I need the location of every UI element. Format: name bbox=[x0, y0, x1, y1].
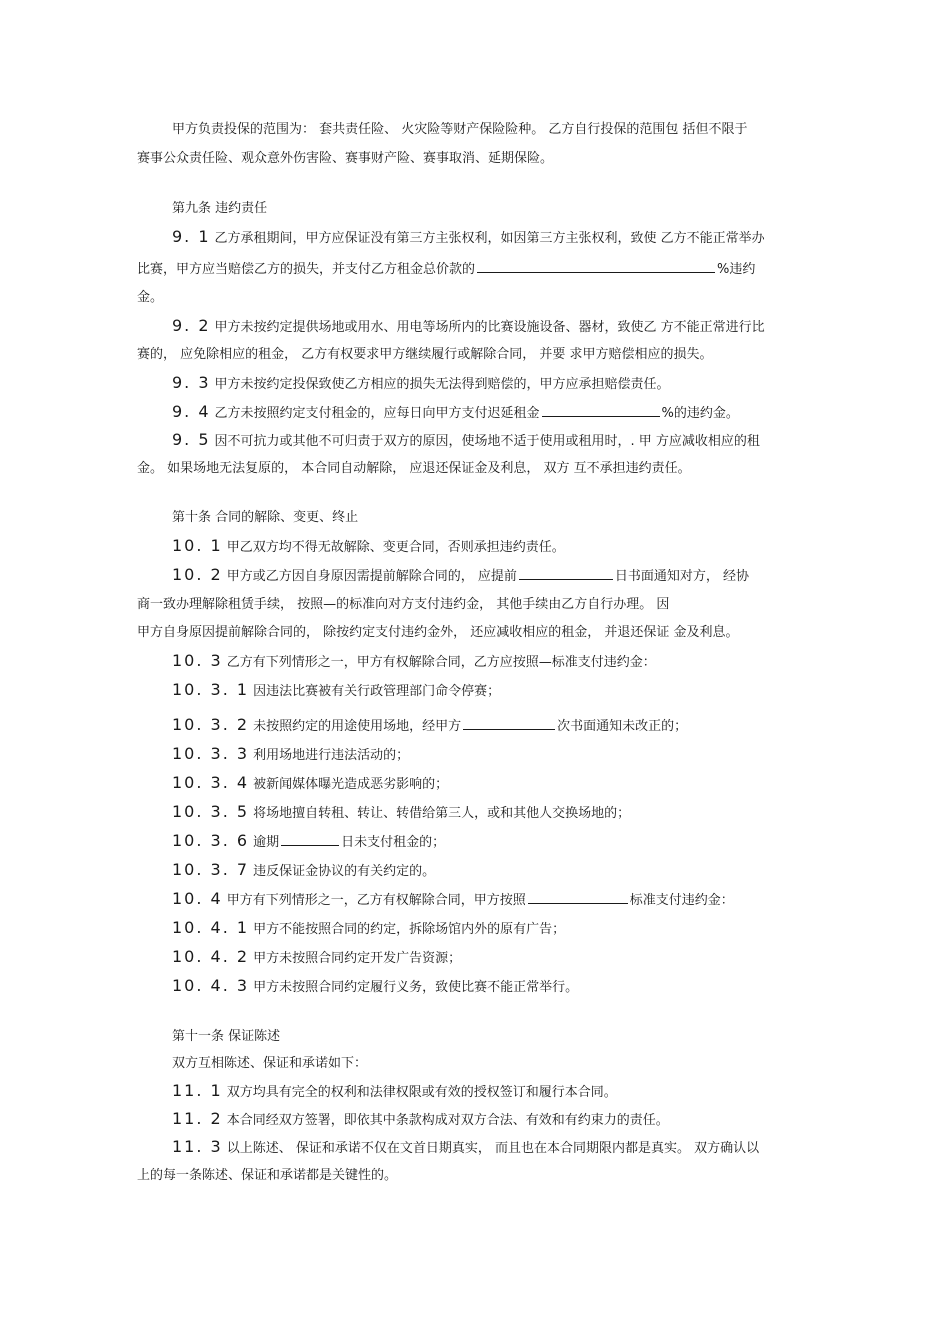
clause-9-1-line-2: 比赛，甲方应当赔偿乙方的损失，并支付乙方租金总价款的 %违约 bbox=[137, 262, 756, 277]
clause-11-3-line-2: 上的每一条陈述、保证和承诺都是关键性的。 bbox=[137, 1168, 398, 1183]
fill-in-blank bbox=[519, 567, 613, 580]
clause-10-3-2: 10. 3. 2 未按照约定的用途使用场地，经甲方 次书面通知未改正的； bbox=[172, 715, 688, 734]
clause-9-2-line-1: 9. 2 甲方未按约定提供场地或用水、用电等场所内的比赛设施设备、器材，致使乙 方不能正常进行比 bbox=[172, 316, 765, 335]
clause-10-3-5: 10. 3. 5 将场地擅自转租、转让、转借给第三人，或和其他人交换场地的； bbox=[172, 802, 631, 821]
clause-number: 11. 1 bbox=[172, 1081, 223, 1100]
clause-9-5-line-1: 9. 5 因不可抗力或其他不可归责于双方的原因，使场地不适于使用或租用时，. 甲 方应减收相应的租 bbox=[172, 430, 760, 449]
clause-9-5-line-2: 金。 如果场地无法复原的， 本合同自动解除， 应退还保证金及利息， 双方 互不承担违约责任。 bbox=[137, 461, 691, 476]
clause-10-2-line-2: 商一致办理解除租赁手续， 按照—的标准向对方支付违约金， 其他手续由乙方自行办理。 因 bbox=[137, 597, 670, 612]
insurance-scope-line-1: 甲方负责投保的范围为： 套共责任险、 火灾险等财产保险险种。 乙方自行投保的范围包 括但不限于 bbox=[172, 122, 748, 137]
clause-number: 10. 4. 1 bbox=[172, 918, 250, 937]
clause-10-3: 10. 3 乙方有下列情形之一，甲方有权解除合同，乙方应按照—标准支付违约金： bbox=[172, 651, 656, 670]
clause-number: 11. 2 bbox=[172, 1109, 223, 1128]
clause-10-3-1: 10. 3. 1 因违法比赛被有关行政管理部门命令停赛； bbox=[172, 680, 501, 699]
clause-number: 9. 5 bbox=[172, 430, 211, 449]
clause-number: 11. 3 bbox=[172, 1137, 223, 1156]
clause-11-3-line-1: 11. 3 以上陈述、 保证和承诺不仅在文首日期真实， 而且也在本合同期限内都是真实。 双方确认以 bbox=[172, 1137, 760, 1156]
clause-number: 10. 3. 3 bbox=[172, 744, 250, 763]
clause-number: 10. 4 bbox=[172, 889, 223, 908]
clause-11-2: 11. 2 本合同经双方签署，即依其中条款构成对双方合法、有效和有约束力的责任。 bbox=[172, 1109, 669, 1128]
clause-number: 10. 3. 2 bbox=[172, 715, 250, 734]
clause-9-3: 9. 3 甲方未按约定投保致使乙方相应的损失无法得到赔偿的，甲方应承担赔偿责任。 bbox=[172, 373, 670, 392]
clause-10-3-4: 10. 3. 4 被新闻媒体曝光造成恶劣影响的； bbox=[172, 773, 449, 792]
clause-number: 10. 3 bbox=[172, 651, 223, 670]
clause-number: 9. 4 bbox=[172, 402, 211, 421]
clause-10-4: 10. 4 甲方有下列情形之一，乙方有权解除合同，甲方按照 标准支付违约金： bbox=[172, 889, 734, 908]
article-10-title: 第十条 合同的解除、变更、终止 bbox=[172, 510, 359, 525]
clause-number: 9. 2 bbox=[172, 316, 211, 335]
clause-10-2-line-3: 甲方自身原因提前解除合同的， 除按约定支付违约金外， 还应减收相应的租金， 并退还保证 金及利息。 bbox=[137, 625, 739, 640]
clause-10-3-3: 10. 3. 3 利用场地进行违法活动的； bbox=[172, 744, 410, 763]
clause-10-1: 10. 1 甲乙双方均不得无故解除、变更合同，否则承担违约责任。 bbox=[172, 536, 565, 555]
article-9-title: 第九条 违约责任 bbox=[172, 201, 268, 216]
clause-number: 9. 1 bbox=[172, 227, 211, 246]
clause-number: 10. 2 bbox=[172, 565, 223, 584]
clause-number: 10. 4. 3 bbox=[172, 976, 250, 995]
fill-in-blank bbox=[463, 717, 555, 730]
fill-in-blank bbox=[542, 404, 660, 417]
fill-in-blank bbox=[281, 833, 339, 846]
clause-10-2-line-1: 10. 2 甲方或乙方因自身原因需提前解除合同的， 应提前 日书面通知对方， 经协 bbox=[172, 565, 749, 584]
clause-10-3-7: 10. 3. 7 违反保证金协议的有关约定的。 bbox=[172, 860, 436, 879]
clause-10-4-3: 10. 4. 3 甲方未按照合同约定履行义务，致使比赛不能正常举行。 bbox=[172, 976, 579, 995]
clause-number: 10. 3. 1 bbox=[172, 680, 250, 699]
clause-number: 10. 3. 7 bbox=[172, 860, 250, 879]
clause-9-4: 9. 4 乙方未按照约定支付租金的，应每日向甲方支付迟延租金 %的违约金。 bbox=[172, 402, 739, 421]
clause-number: 10. 3. 5 bbox=[172, 802, 250, 821]
clause-10-4-1: 10. 4. 1 甲方不能按照合同的约定，拆除场馆内外的原有广告； bbox=[172, 918, 566, 937]
clause-number: 10. 1 bbox=[172, 536, 223, 555]
fill-in-blank bbox=[477, 260, 715, 273]
clause-9-1-line-1: 9. 1 乙方承租期间，甲方应保证没有第三方主张权利，如因第三方主张权利，致使 乙方不能正常举办 bbox=[172, 227, 765, 246]
clause-number: 10. 4. 2 bbox=[172, 947, 250, 966]
clause-10-4-2: 10. 4. 2 甲方未按照合同约定开发广告资源； bbox=[172, 947, 462, 966]
clause-9-1-line-3: 金。 bbox=[137, 290, 164, 305]
clause-11-1: 11. 1 双方均具有完全的权利和法律权限或有效的授权签订和履行本合同。 bbox=[172, 1081, 617, 1100]
article-11-intro: 双方互相陈述、保证和承诺如下： bbox=[172, 1056, 368, 1071]
clause-number: 10. 3. 6 bbox=[172, 831, 250, 850]
article-11-title: 第十一条 保证陈述 bbox=[172, 1029, 281, 1044]
clause-number: 10. 3. 4 bbox=[172, 773, 250, 792]
fill-in-blank bbox=[528, 891, 628, 904]
insurance-scope-line-2: 赛事公众责任险、观众意外伤害险、赛事财产险、赛事取消、延期保险。 bbox=[137, 151, 554, 166]
clause-number: 9. 3 bbox=[172, 373, 211, 392]
clause-9-2-line-2: 赛的， 应免除相应的租金， 乙方有权要求甲方继续履行或解除合同， 并要 求甲方赔偿相应的损失。 bbox=[137, 347, 713, 362]
clause-10-3-6: 10. 3. 6 逾期 日未支付租金的； bbox=[172, 831, 446, 850]
